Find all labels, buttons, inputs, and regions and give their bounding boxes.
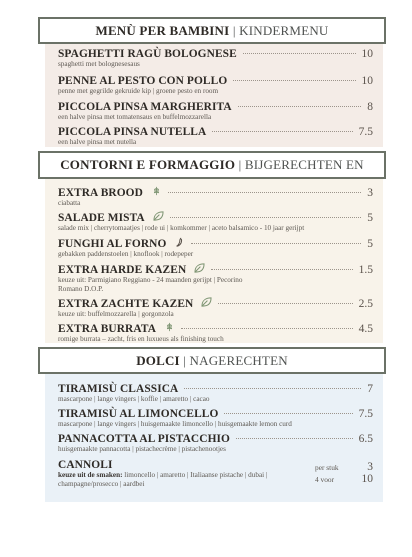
item-description: salade mix | cherrytomaatjes | rode ui | komkommer | aceto balsamico - 10 jaar gerijpt (58, 224, 305, 232)
price-per-piece: 3 (367, 461, 373, 473)
item-description (58, 471, 290, 488)
menu-item-cannoli (58, 459, 373, 488)
price-four: 10 (361, 473, 373, 485)
item-price: 4.5 (358, 323, 373, 335)
item-name: EXTRA HARDE KAZEN (58, 264, 187, 276)
item-price: 5 (367, 212, 373, 224)
item-name: FUNGHI AL FORNO (58, 238, 167, 250)
item-name: SPAGHETTI RAGÙ BOLOGNESE (58, 48, 237, 60)
section-subtitle: BIJGERECHTEN EN (244, 157, 364, 172)
section-title: CONTORNI E FORMAGGIO (60, 157, 236, 172)
item-name: EXTRA ZACHTE KAZEN (58, 298, 194, 310)
item-price: 5 (367, 238, 373, 250)
section-subtitle: KINDERMENU (239, 23, 329, 38)
item-description: keuze uit: Parmigiano Reggiano - 24 maanden gerijpt | Pecorino Romano D.O.P. (58, 276, 243, 293)
menu-item (58, 297, 373, 319)
section-header-desserts: DOLCI | NAGERECHTEN (38, 347, 386, 374)
menu-item (58, 75, 373, 96)
item-price: 7 (367, 383, 373, 395)
menu-item (58, 186, 373, 208)
item-description: keuze uit: buffelmozzarella | gorgonzola (58, 310, 174, 318)
item-description: ciabatta (58, 199, 81, 207)
item-name: PENNE AL PESTO CON POLLO (58, 75, 228, 87)
section-title: MENÙ PER BAMBINI (95, 23, 230, 38)
item-description: huisgemaakte pannacotta | pistachecrème | pistachenootjes (58, 445, 226, 453)
item-name: PICCOLA PINSA MARGHERITA (58, 101, 232, 113)
item-price: 10 (361, 48, 373, 60)
section-header-sides: CONTORNI E FORMAGGIO | BIJGERECHTEN EN (38, 151, 386, 179)
item-name: TIRAMISÙ CLASSICA (58, 383, 179, 395)
menu-item (58, 383, 373, 404)
menu-item (58, 101, 373, 122)
menu-item (58, 211, 373, 233)
item-price: 8 (367, 101, 373, 113)
item-price: 10 (361, 75, 373, 87)
leaf-icon (194, 263, 205, 273)
item-name: PICCOLA PINSA NUTELLA (58, 126, 207, 138)
cannoli-prices (315, 461, 373, 485)
section-header-kids: MENÙ PER BAMBINI | KINDERMENU (38, 17, 386, 44)
section-title: DOLCI (136, 353, 180, 368)
item-description: spaghetti met bolognesesaus (58, 60, 140, 68)
menu-item (58, 237, 373, 259)
sides-panel (45, 179, 383, 343)
item-price: 3 (367, 187, 373, 199)
kids-menu-panel (45, 44, 383, 147)
item-description: mascarpone | lange vingers | koffie | amaretto | cacao (58, 395, 210, 403)
section-subtitle: NAGERECHTEN (189, 353, 288, 368)
item-name: EXTRA BROOD (58, 187, 143, 199)
wheat-icon (151, 186, 162, 196)
menu-item (58, 322, 373, 344)
item-name: EXTRA BURRATA (58, 323, 157, 335)
flavour-list: limoncello | amaretto | Italiaanse pistache | dubai | champagne/prosecco | aardbei (58, 471, 268, 488)
flavour-label: keuze uit de smaken: (58, 471, 123, 479)
menu-item (58, 48, 373, 69)
item-description: romige burrata – zacht, fris en luxueus als finishing touch (58, 335, 224, 343)
price-per-piece-label: per stuk (315, 463, 339, 472)
item-price: 2.5 (358, 298, 373, 310)
item-name: PANNACOTTA AL PISTACCHIO (58, 433, 231, 445)
item-description: penne met gegrilde gekruide kip | groene pesto en room (58, 87, 219, 95)
item-price: 6.5 (358, 433, 373, 445)
item-price: 7.5 (358, 408, 373, 420)
item-price: 1.5 (358, 264, 373, 276)
item-name: CANNOLI (58, 459, 113, 471)
leaf-icon (153, 211, 164, 221)
wheat-icon (164, 322, 175, 332)
price-four-label: 4 voor (315, 475, 335, 484)
desserts-panel (45, 374, 383, 502)
item-name: SALADE MISTA (58, 212, 145, 224)
menu-item (58, 126, 373, 147)
item-description: mascarpone | lange vingers | huisgemaakte limoncello | huisgemaakte lemon curd (58, 420, 292, 428)
item-name: TIRAMISÙ AL LIMONCELLO (58, 408, 219, 420)
menu-item (58, 408, 373, 429)
chili-icon (174, 237, 185, 247)
item-price: 7.5 (358, 126, 373, 138)
leaf-icon (201, 297, 212, 307)
item-description: een halve pinsa met nutella (58, 138, 137, 146)
menu-item (58, 433, 373, 454)
item-description: een halve pinsa met tomatensaus en buffelmozzarella (58, 113, 212, 121)
item-description: gebakken paddenstoelen | knoflook | rodepeper (58, 250, 194, 258)
menu-item (58, 263, 373, 293)
